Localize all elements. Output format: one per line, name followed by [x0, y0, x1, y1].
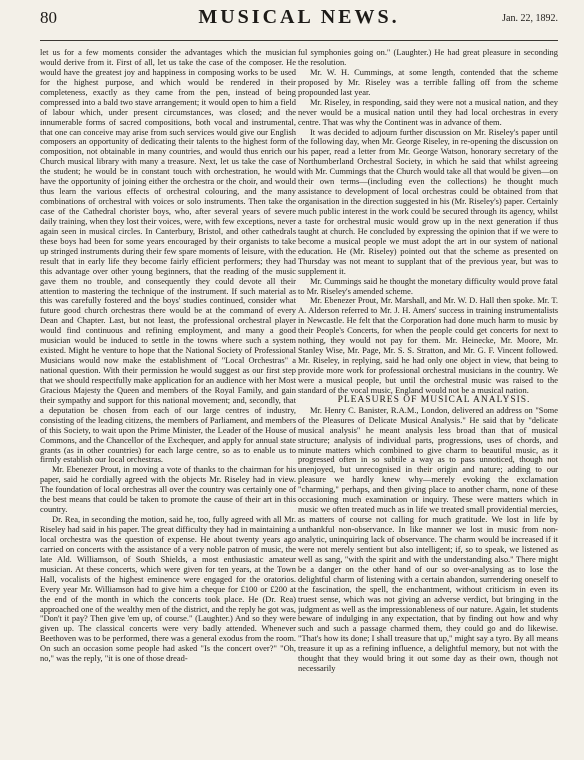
issue-date: Jan. 22, 1892.: [502, 13, 558, 24]
paragraph: Mr. Riseley, in responding, said they were not a musical nation, and they never would be a musical nation until they had local orchestras in every centre. That was why the Continent was in advance of them.: [298, 96, 558, 127]
paragraph: Dr. Rea, in seconding the motion, said he, too, fully agreed with all Mr. Riseley had said in his paper. The great difficulty they had in maintaining a local orchestra was the question of expense. He about twenty years ago carried on concerts with the assistance of a very noble patron of music, the late Ald. Williamson, of South Shields, a most enthusiastic amateur musician. At these concerts, which were given for ten years, at the Town Hall, vocalists of the highest eminence were engaged for the oratorios. Every year Mr. Williamson had to give him a cheque for £100 or £200 at the end of the month in which the concerts took place. He (Dr. Rea) approached one of the wealthy men of the district, and the reply he got was, "Don't it pay? Then give 'em up, of course." (Laughter.) And so they were given up. The classical concerts were very badly attended. Whenever Beethoven was to be performed, there was a general exodus from the room. On such an occasion some people had asked "Is the concert over?" "Oh, no," was the reply, "it is one of those dread-: [40, 514, 296, 664]
paragraph: ful symphonies going on." (Laughter.) He had great pleasure in seconding the resolution.: [298, 48, 558, 67]
right-column: [298, 48, 558, 754]
paragraph: Mr. W. H. Cummings, at some length, contended that the scheme proposed by Mr. Riseley was a terrible falling off from the scheme propounded last year.: [298, 66, 558, 97]
paragraph: It was decided to adjourn further discussion on Mr. Riseley's paper until the following day, when Mr. George Riseley, in re-opening the discussion on his paper, read a letter from Mr. George Watson, honorary secretary of the Northumberland Orchestral Society, in which he said that whilst agreeing with Mr. Cummings that the Church would take all that would be given—on their own terms—(including even the collections) he thought much assistance to development of local orchestras could be obtained from that organisation in the direction suggested in his (Mr. Riseley's) paper. Certainly much public interest in the work could be secured through its agency, whilst a taste for orchestral music would grow up in the next generation if thus taught at church. He concluded by expressing the opinion that if we were to become a musical people we must adopt the art in our system of national education. He (Mr. Riseley) pointed out that the scheme as presented on Thursday was not meant to supplant that of the previous year, but was to supplement it.: [298, 126, 558, 276]
header-rule: [40, 40, 558, 41]
page-header: [40, 4, 558, 34]
paragraph: Mr. Ebenezer Prout, in moving a vote of thanks to the chairman for his paper, said he cordially agreed with the objects Mr. Riseley had in view. The foundation of local orchestras all over the country was certainly one of the best means that could be taken to promote the cause of their art in this country.: [40, 464, 296, 515]
paragraph: Mr. Cummings said he thought the monetary difficulty would prove fatal to Mr. Riseley's amended scheme.: [298, 275, 558, 296]
publication-title: MUSICAL NEWS.: [198, 6, 400, 28]
section-heading: PLEASURES OF MUSICAL ANALYSIS.: [337, 394, 531, 405]
left-column: [40, 48, 296, 754]
page-number: 80: [40, 8, 57, 27]
paragraph: let us for a few moments consider the advantages which the musician would derive from it. First of all, let us take the case of the composer. He would have the greatest joy and happiness in composing works to be used for the highest purpose, and which would be rendered in their completeness, exactly as they came from the pen, instead of being compressed into a bald two stave arrangement; it would open to him a field of labour which, under present circumstances, was closed; and the innumerable forms of sacred compositions, both vocal and instrumental, that one can conceive may arise from such services would give our English composers an opportunity of dedicating their talents to the highest form of composition, not obtainable in many countries, and would thus enrich our Church musical library with many a treasure. Next, let us take the case of the student; he would be in constant touch with orchestration, he would have the opportunity of joining either the orchestra or the choir, and would thus learn the various effects of orchestral colouring, and the many combinations of orchestral with voices or solo instruments. Then take the case of the Cathedral chorister boys, who, after several years of severe daily training, when they lost their voices, were, with few exceptions, never again seen in musical circles. In Canterbury, Bristol, and other cathedrals these boys had been for some years encouraged by their organists to take up stringed instruments during their few spare moments of leisure, with the result that in early life they become fairly efficient performers; they had this advantage over other young beginners, that the reading of the music gave them no trouble, and consequently they could devote all their attention to mastering the technique of the instrument. If such material as this was carefully fostered and the boys' studies continued, consider what future good church orchestras there would be at the command of every Dean and Chapter. Last, but not least, the professional orchestral player would find continuous and refining employment, and many a good musician would be induced to settle in the towns where such a system existed. Might he venture to hope that the National Society of Professional Musicians would now make the establishment of "Local Orchestras" a national question. With their permission he would suggest as our first step that we should respectfully make application for an audience with her Most Gracious Majesty the Queen and members of the Royal Family, and gain their sympathy and support for this national movement; and, secondly, that a deputation be chosen from each of our large centres of industry, consisting of the leading citizens, the members of Parliament, and members of this Society, to wait upon the Prime Minister, the Leader of the House of Commons, and the Chancellor of the Exchequer, and apply for annual state grants (as in other countries) for each large centre, so as to enable us to firmly establish our local orchestras.: [40, 48, 296, 465]
paragraph: Mr. Ebenezer Prout, Mr. Marshall, and Mr. W. D. Hall then spoke. Mr. T. A. Alderson referred to Mr. J. H. Amers' success in training instrumentalists in Newcastle. He felt that the Corporation had done much harm to music by their People's Concerts, for when the people could get concerts for next to nothing, they would not pay for them. Mr. Heinecke, Mr. Moore, Mr. Stanley Wise, Mr. Page, Mr. S. S. Stratton, and Mr. G. F. Vincent followed. Mr. Riseley, in replying, said he had only one object in view, that being to provide more work for professional orchestral musicians in the country. We were a musical people, but until the orchestral music was raised to the standard of the vocal music, England would not be a musical nation.: [298, 295, 558, 395]
paragraph: Mr. Henry C. Banister, R.A.M., London, delivered an address on "Some of the Pleasures of Delicate Musical Analysis." He said that by "delicate musical analysis" he meant analysis less broad than that of musical structure; analysis of individual parts, progressions, uses of chords, and minute matters which combined to give charm to beautiful music, as it progressed often in so subtile a way as to pass unnoticed, though not unenjoyed, but unrecognised in their origin and nature; adding to our pleasure we hardly knew why—merely evoking the exclamation "charming," perhaps, and then giving place to another charm, none of these occasioning much examination or inquiry. These were matters which in music we often treated much as in life we treated small providential mercies, as matters of course not calling for much gratitude. We lost in life by unthankful non-observance. In like manner we lost in music from non-analytic, uninquiring lack of observance. The charm would be increased if it were not merely sentient but also intelligent; if, so to speak, we listened as well as sang, "with the spirit and with the understanding also." There might be a danger on the other hand of our so over-analysing as to lose the delightful charm of listening with a certain abandon, surrendering oneself to the fascination, the spell, the enchantment, without criticism in even its truest sense, which was not giving an adverse verdict, but bringing in the judgment as well as the impressionableness of our nature. Again, let students beware of indulging in any expectation, that by finding out how and why such and such a passage charmed them, they could go and do likewise. "That's how its done; I shall treasure that up," might say a tyro. By all means treasure it up as a refining influence, a delightful memory, but not with the thought that they would bring it out some day as their own, though not necessarily: [298, 404, 558, 674]
